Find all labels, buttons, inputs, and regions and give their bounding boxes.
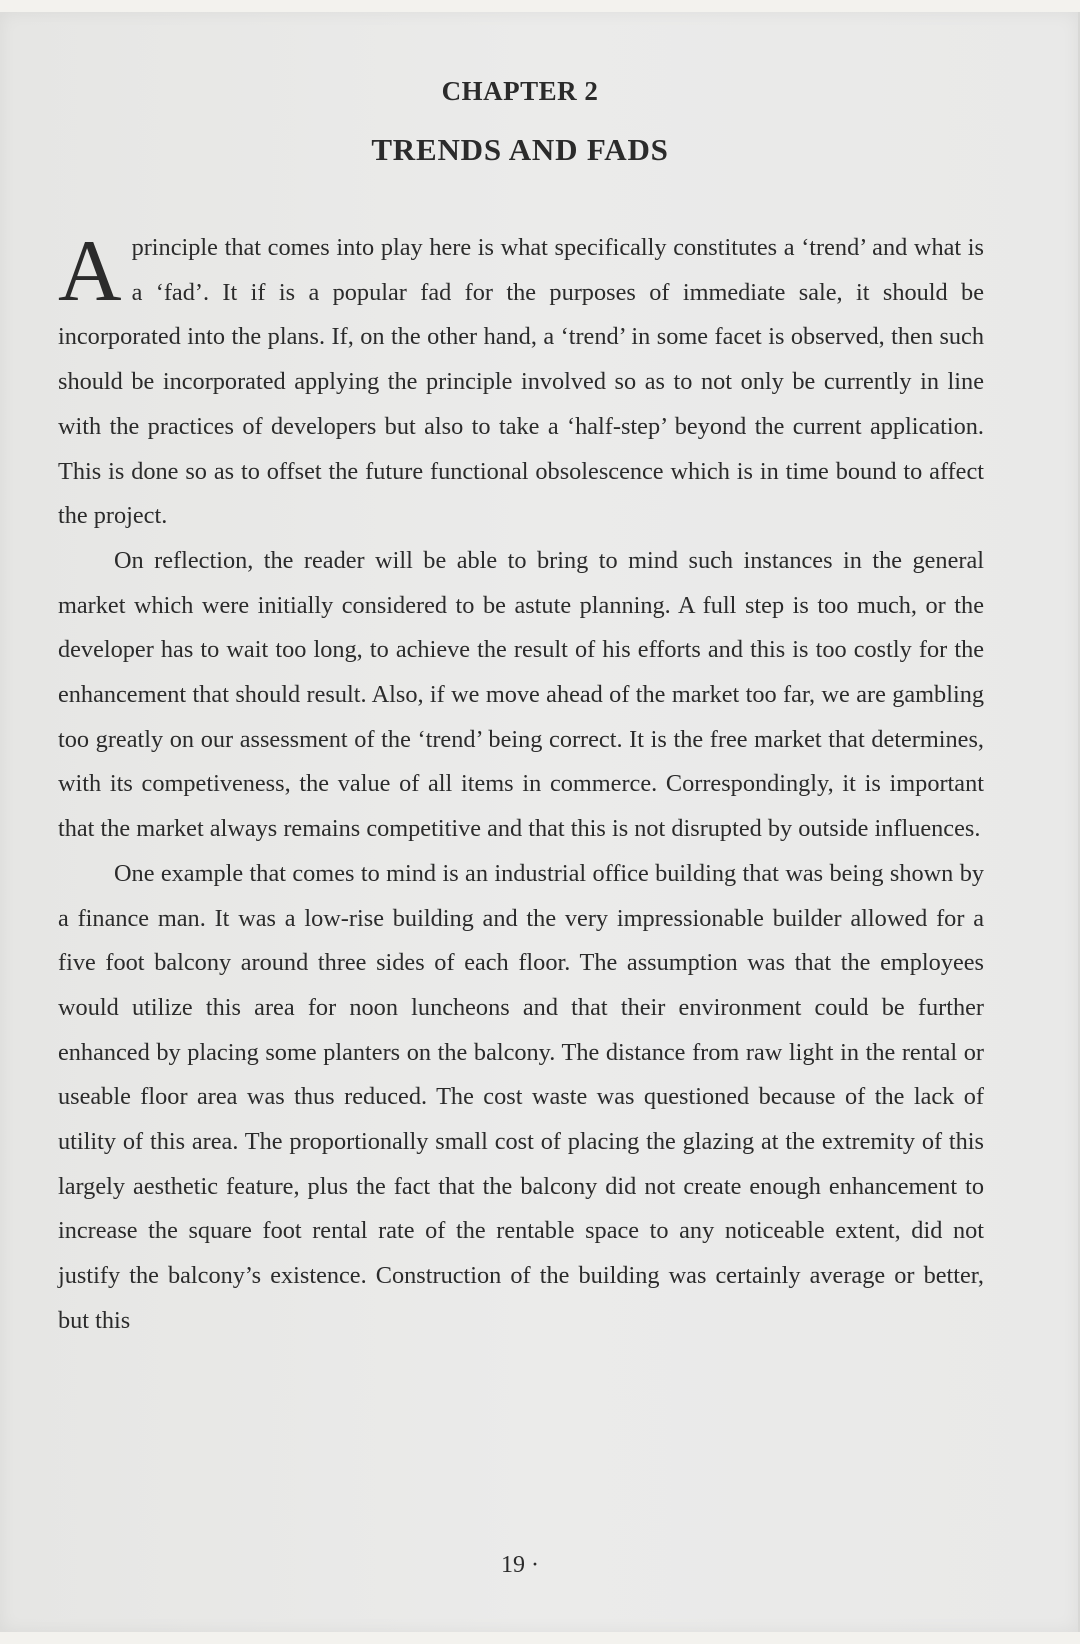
paragraph-2: On reflection, the reader will be able to bring to mind such instances in the general market which were initially considered to be astute planning. A full step is too much, or the developer has to wait too long, to achieve the result of his efforts and this is too costly for the enhancement that should result. Also, if we move ahead of the market too far, we are gambling too greatly on our assessment of the ‘trend’ being correct. It is the free market that determines, with its competiveness, the value of all items in commerce. Correspondingly, it is important that the market always remains competitive and that this is not disrupted by outside influences. <box>58 546 984 843</box>
paragraph-1-text: principle that comes into play here is what specifically constitutes a ‘trend’ and what is a ‘fad’. It if is a popular fad for the purposes of immediate sale, it should be incorporated into the plans. If, on the other hand, a ‘trend’ in some facet is observed, then such should be incorporated applying the principle involved so as to not only be currently in line with the practices of developers but also to take a ‘half-step’ beyond the current application. This is done so as to offset the future functional obsolescence which is in time bound to affect the project. <box>58 234 984 530</box>
body-text <box>58 223 984 1344</box>
paragraph-3: One example that comes to mind is an industrial office building that was being shown by a finance man. It was a low-rise building and the very impressionable builder allowed for a five foot balcony around three sides of each floor. The assumption was that the employees would utilize this area for noon luncheons and that their environment could be further enhanced by placing some planters on the balcony. The distance from raw light in the rental or useable floor area was thus reduced. The cost waste was questioned because of the lack of utility of this area. The proportionally small cost of placing the glazing at the extremity of this largely aesthetic feature, plus the fact that the balcony did not create enough enhancement to increase the square foot rental rate of the rentable space to any noticeable extent, did not justify the balcony’s existence. Construction of the building was certainly average or better, but this <box>58 859 984 1334</box>
chapter-title: TRENDS AND FADS <box>371 132 669 167</box>
paragraph-1 <box>58 223 984 539</box>
chapter-number: CHAPTER 2 <box>441 76 599 106</box>
page-number: 19 · <box>501 1552 539 1578</box>
drop-cap: A <box>58 223 122 320</box>
